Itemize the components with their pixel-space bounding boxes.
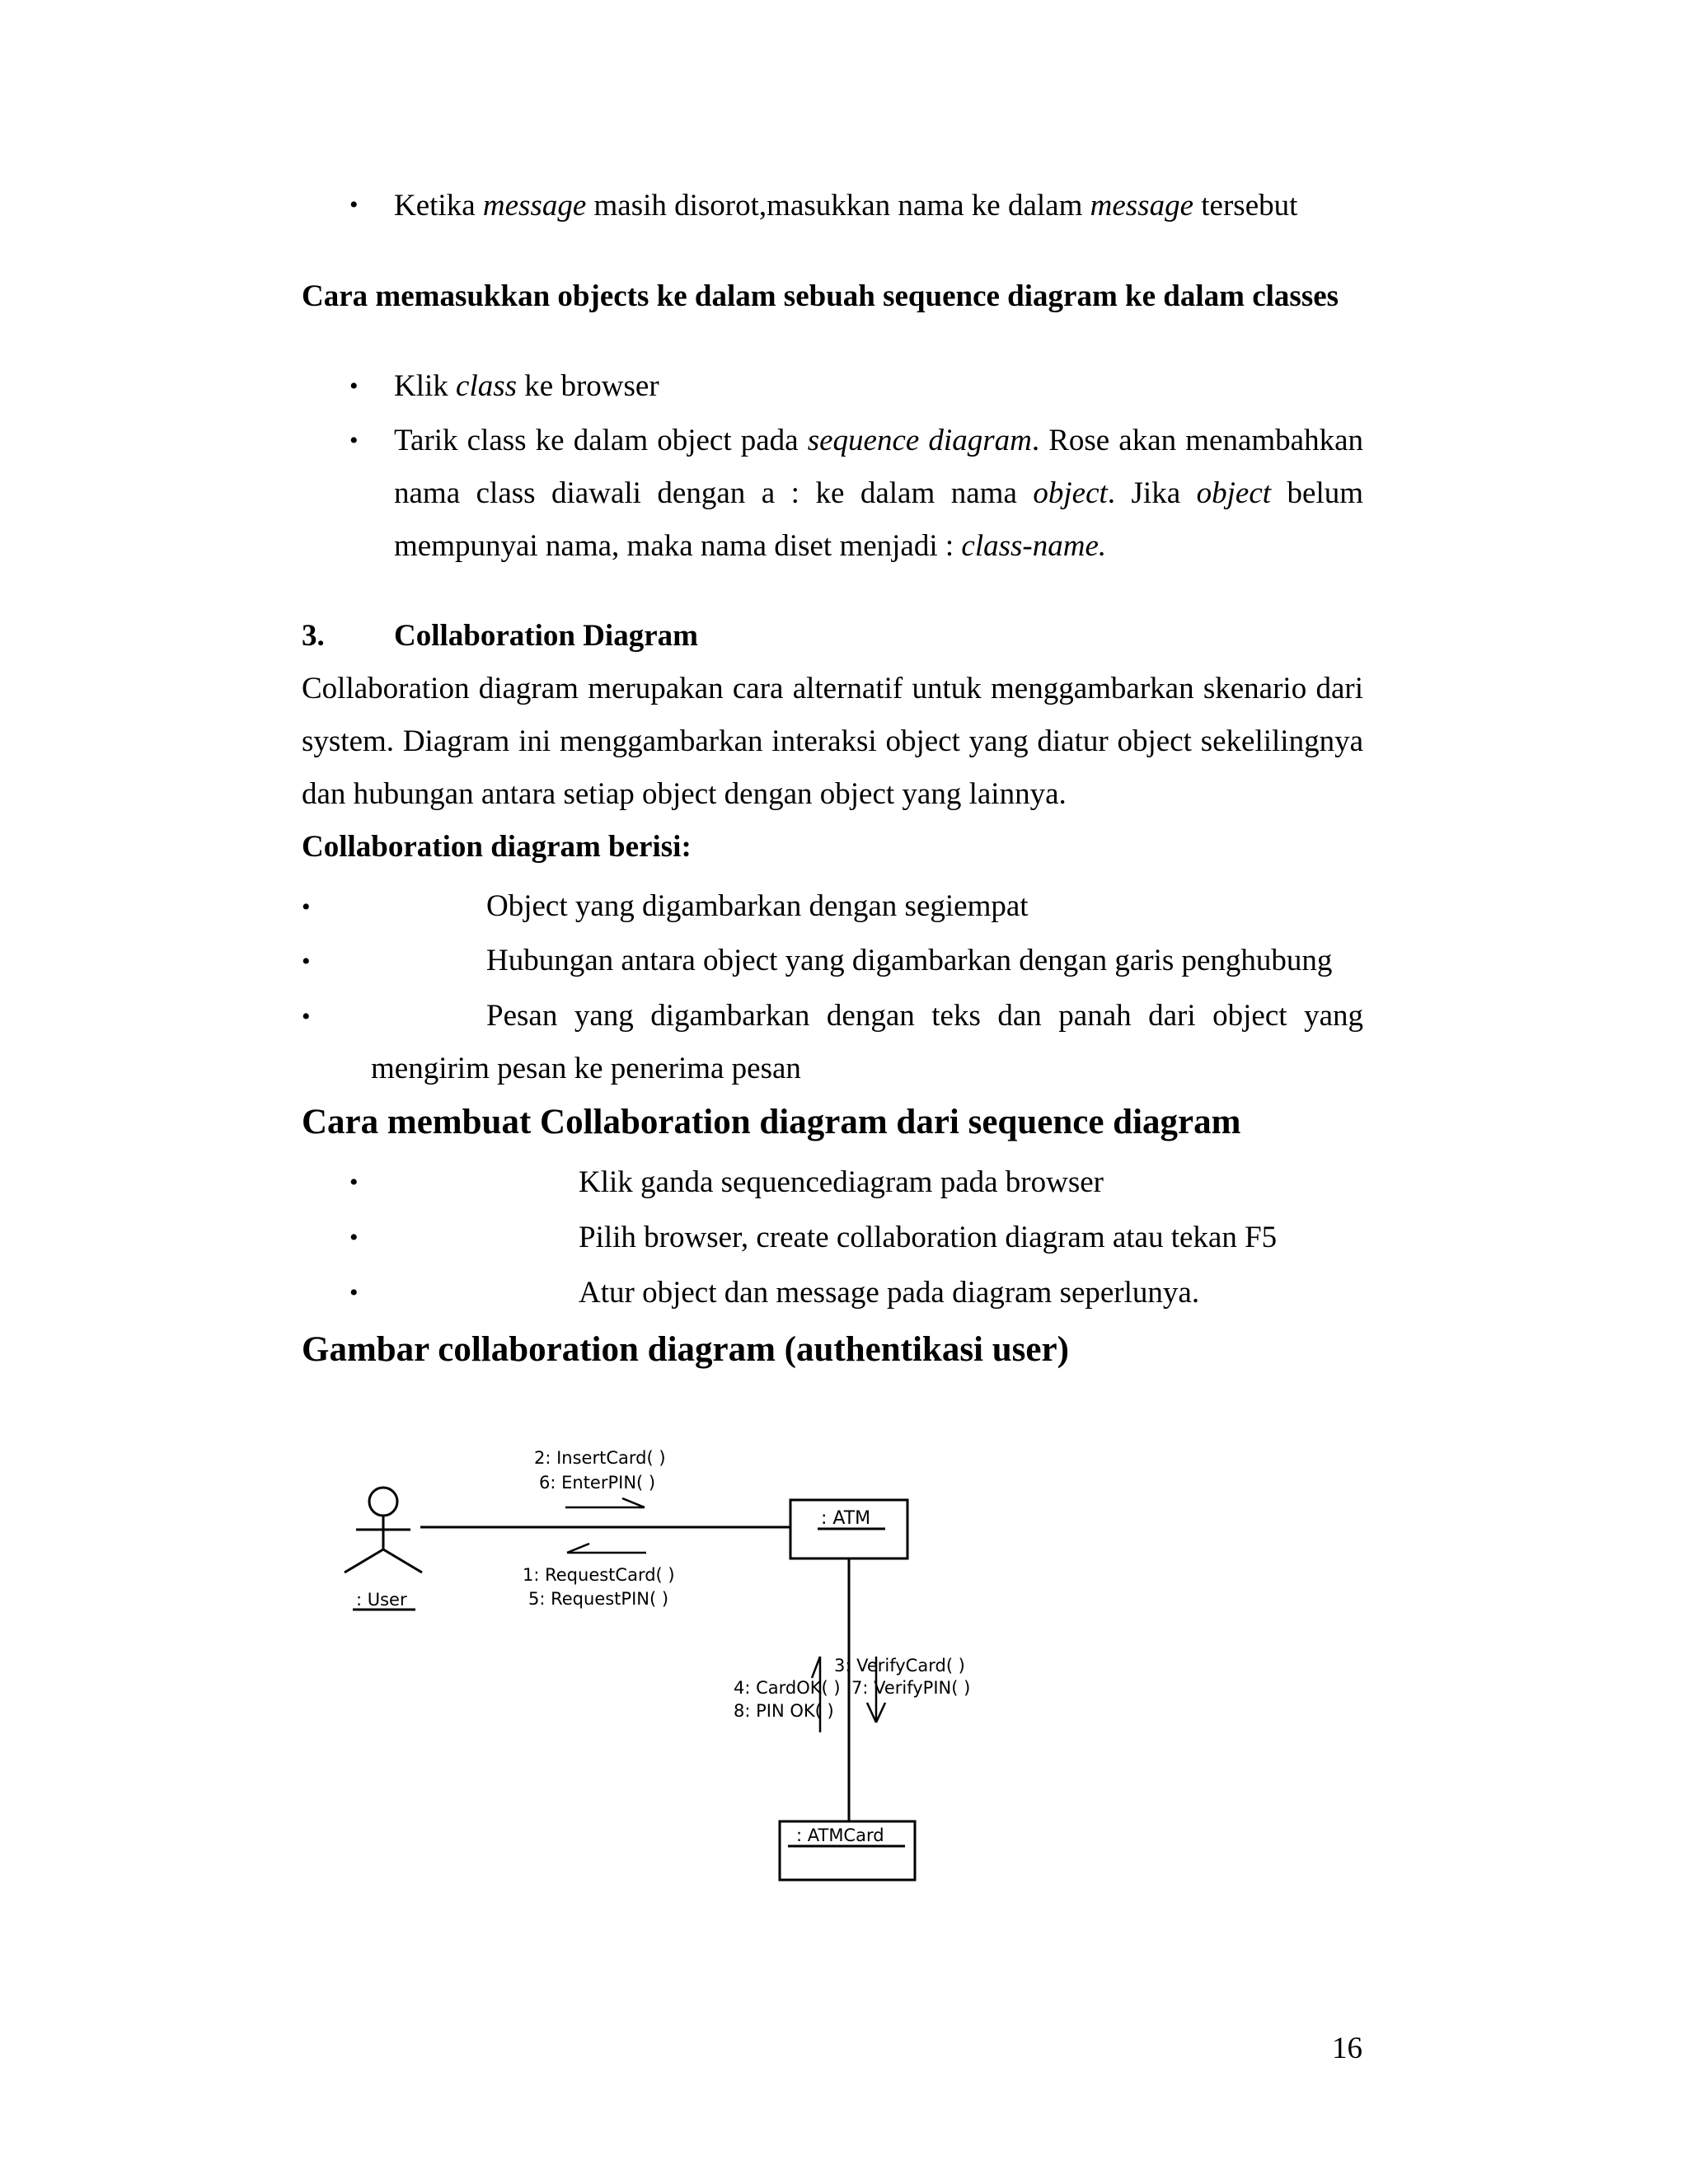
figure-heading: Gambar collaboration diagram (authentikasi user) xyxy=(302,1330,1069,1369)
section-heading-classes: Cara memasukkan objects ke dalam sebuah sequence diagram ke dalam classes xyxy=(302,279,1339,313)
paragraph-line: Collaboration diagram merupakan cara alternatif untuk menggambarkan skenario dari xyxy=(302,672,1363,705)
message-label: 6: EnterPIN( ) xyxy=(539,1473,656,1493)
text: Klik xyxy=(394,369,457,403)
contents-item: Object yang digambarkan dengan segiempat xyxy=(486,889,1029,923)
atmcard-label: : ATMCard xyxy=(796,1825,884,1845)
text: Tarik class ke dalam object pada xyxy=(394,424,808,457)
contents-item-continuation: mengirim pesan ke penerima pesan xyxy=(371,1052,801,1085)
text: ke browser xyxy=(517,369,659,403)
text: tersebut xyxy=(1193,189,1298,223)
section-title: Collaboration Diagram xyxy=(394,619,698,653)
paragraph-line: system. Diagram ini menggambarkan interaksi object yang diatur object sekelilingnya xyxy=(302,724,1363,758)
arrow-left-icon xyxy=(567,1544,646,1553)
text-italic: object xyxy=(1196,476,1272,510)
bullet-dot: • xyxy=(349,1224,359,1251)
message-label: 2: InsertCard( ) xyxy=(534,1448,666,1468)
text-italic: class-name. xyxy=(961,529,1107,563)
bullet-dot: • xyxy=(302,948,311,975)
message-label: 4: CardOK( ) xyxy=(734,1678,841,1698)
howto-heading: Cara membuat Collaboration diagram dari sequence diagram xyxy=(302,1103,1241,1141)
paragraph-line: dan hubungan antara setiap object dengan object yang lainnya. xyxy=(302,777,1067,811)
text-italic: class xyxy=(456,369,518,403)
bullet-dot: • xyxy=(349,1279,359,1306)
text: . Rose akan menambahkan xyxy=(1031,424,1364,457)
bullet-dot: • xyxy=(349,427,359,454)
contents-item: Hubungan antara object yang digambarkan dengan garis penghubung xyxy=(486,944,1333,977)
section-number: 3. xyxy=(302,619,325,653)
message-label: 8: PIN OK( ) xyxy=(734,1701,834,1721)
howto-step: Pilih browser, create collaboration diagram atau tekan F5 xyxy=(579,1221,1278,1254)
bullet-dot: • xyxy=(349,1169,359,1196)
bullet-dot: • xyxy=(302,1003,311,1030)
text-italic: sequence diagram xyxy=(807,424,1032,457)
bullet-dot: • xyxy=(349,191,359,218)
text: . Jika xyxy=(1107,476,1197,510)
message-label: 3: VerifyCard( ) xyxy=(834,1656,965,1675)
text: Ketika xyxy=(394,189,483,223)
actor-label: : User xyxy=(356,1590,407,1610)
text: mempunyai nama, maka nama diset menjadi : xyxy=(394,529,962,563)
howto-step: Atur object dan message pada diagram seperlunya. xyxy=(579,1276,1200,1310)
text: masih disorot,masukkan nama ke dalam xyxy=(586,189,1090,223)
message-label: 1: RequestCard( ) xyxy=(523,1565,675,1585)
contents-item: Pesan yang digambarkan dengan teks dan panah dari object yang xyxy=(486,999,1363,1033)
text-italic: message xyxy=(482,189,587,223)
atm-label: : ATM xyxy=(821,1508,871,1529)
bullet-dot: • xyxy=(349,373,359,400)
text-italic: message xyxy=(1090,189,1194,223)
text-italic: object xyxy=(1033,476,1108,510)
message-label: 7: VerifyPIN( ) xyxy=(851,1678,971,1698)
contents-heading: Collaboration diagram berisi: xyxy=(302,830,692,864)
text: belum xyxy=(1271,476,1364,510)
bullet-dot: • xyxy=(302,893,311,921)
arrow-right-icon xyxy=(565,1498,645,1507)
howto-step: Klik ganda sequencediagram pada browser xyxy=(579,1165,1104,1199)
message-label: 5: RequestPIN( ) xyxy=(528,1589,669,1609)
actor-user-icon xyxy=(345,1488,422,1572)
page-number: 16 xyxy=(1332,2032,1362,2065)
text: nama class diawali dengan a : ke dalam nama xyxy=(394,476,1034,510)
